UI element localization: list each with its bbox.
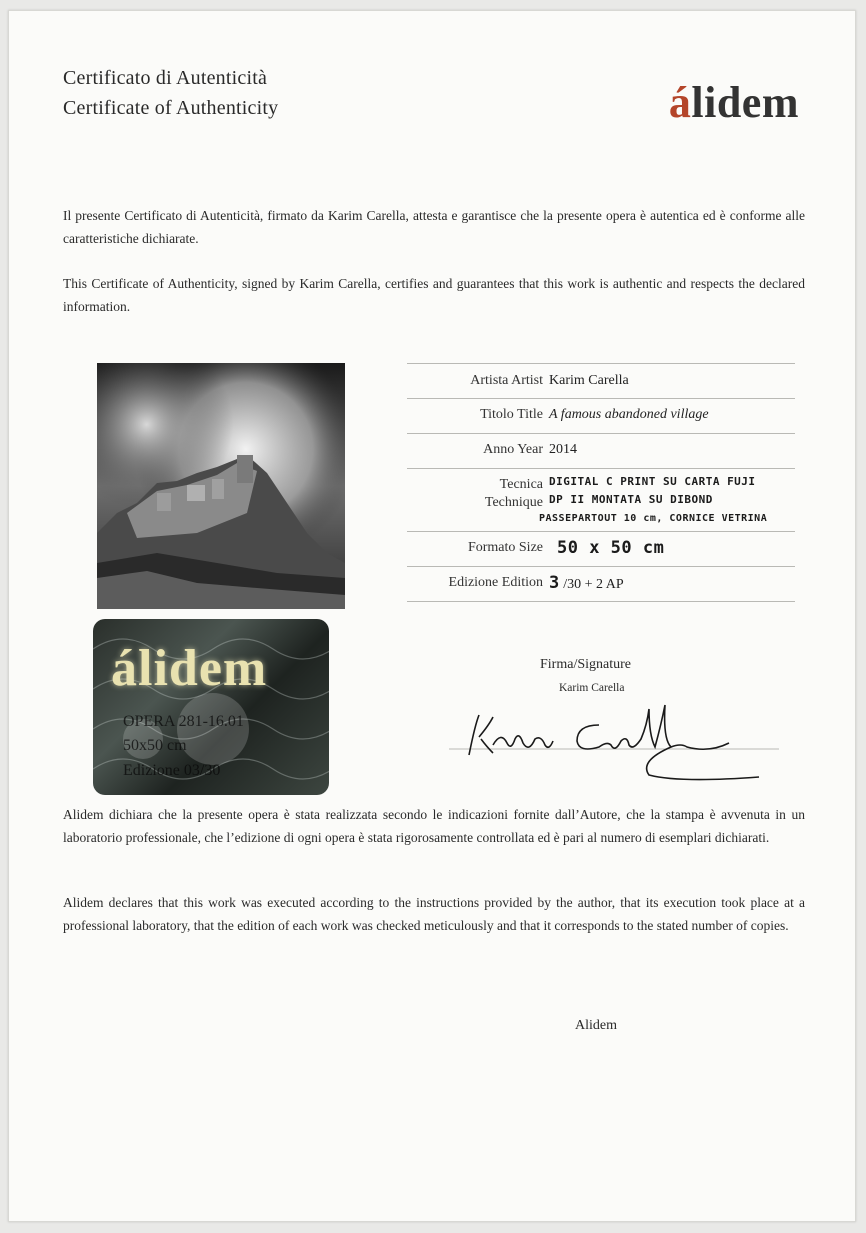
size-row: [407, 531, 795, 566]
title-english: Certificate of Authenticity: [63, 97, 279, 119]
title-label: Titolo Title: [480, 407, 543, 422]
technique-row: [407, 468, 795, 531]
title-italian: Certificato di Autenticità: [63, 67, 268, 89]
artwork-photo-image: [97, 363, 345, 609]
size-value: 50 x 50 cm: [557, 538, 665, 558]
artist-value: Karim Carella: [549, 373, 629, 388]
signature-name: Karim Carella: [559, 682, 625, 694]
hologram-edition: Edizione 03/30: [123, 762, 221, 779]
artist-label: Artista Artist: [470, 373, 543, 388]
technique-line-2: DP II MONTATA SU DIBOND: [549, 493, 713, 506]
alidem-logo: álidem: [668, 78, 799, 127]
intro-english: This Certificate of Authenticity, signed by Karim Carella, certifies and guarantees that this work is authentic and respects the declared information.: [63, 276, 805, 314]
artist-row: [407, 363, 795, 398]
closing-english: Alidem declares that this work was executed according to the instructions provided by the author, that its execution took place at a professional laboratory, that the edition of each work was checked meticulously and that it corresponds to the stated number of copies.: [63, 895, 805, 933]
technique-label-it: Tecnica: [499, 477, 543, 492]
technique-line-3: PASSEPARTOUT 10 cm, CORNICE VETRINA: [539, 513, 768, 524]
edition-row: [407, 566, 795, 602]
hologram-logo: álidem: [111, 640, 268, 697]
artwork-details: [407, 363, 795, 602]
intro-italian: Il presente Certificato di Autenticità, firmato da Karim Carella, attesta e garantisce che la presente opera è autentica ed è conforme alle caratteristiche dichiarate.: [63, 208, 805, 246]
artwork-photo: [97, 363, 345, 609]
hologram-seal: [93, 619, 329, 795]
technique-label-en: Technique: [484, 495, 543, 510]
certificate-title: [63, 63, 278, 123]
edition-number: 3: [549, 573, 560, 593]
title-row: [407, 398, 795, 433]
hologram-size: 50x50 cm: [123, 737, 187, 754]
size-label: Formato Size: [467, 540, 543, 555]
edition-value: [549, 573, 624, 593]
title-value: A famous abandoned village: [549, 407, 709, 422]
year-label: Anno Year: [483, 442, 543, 457]
closing-signoff: Alidem: [575, 1018, 617, 1033]
closing-italian: Alidem dichiara che la presente opera è stata realizzata secondo le indicazioni fornite dall’Autore, che la stampa è avvenuta in un laboratorio professionale, che l’edizione di ogni opera è stata rigorosamente controllata ed è pari al numero di esemplari dichiarati.: [63, 807, 805, 845]
certificate-page: [8, 10, 856, 1222]
technique-line-1: DIGITAL C PRINT SU CARTA FUJI: [549, 475, 756, 488]
handwritten-signature: [449, 695, 779, 785]
hologram-opera-code: OPERA 281-16.01: [123, 713, 244, 730]
edition-rest: /30 + 2 AP: [563, 577, 624, 592]
year-value: 2014: [549, 442, 577, 457]
edition-label: Edizione Edition: [448, 575, 543, 590]
signature-label: Firma/Signature: [540, 657, 631, 672]
year-row: [407, 433, 795, 468]
